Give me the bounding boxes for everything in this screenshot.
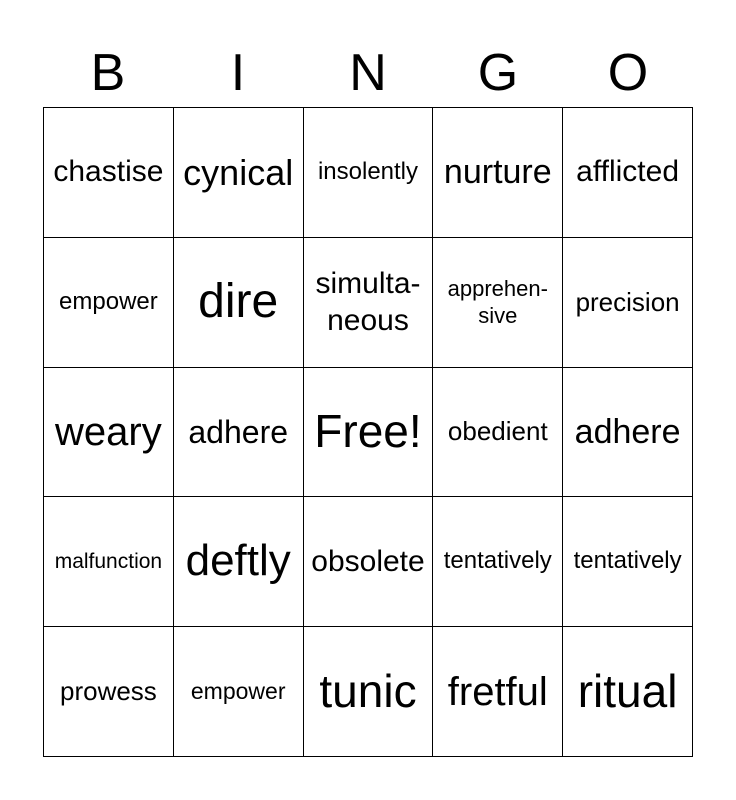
bingo-cell[interactable]: chastise — [44, 108, 174, 238]
bingo-cell[interactable]: adhere — [174, 368, 304, 498]
bingo-cell[interactable]: obedient — [433, 368, 563, 498]
bingo-cell[interactable]: cynical — [174, 108, 304, 238]
bingo-cell[interactable]: weary — [44, 368, 174, 498]
bingo-cell[interactable]: afflicted — [563, 108, 693, 238]
bingo-header — [43, 42, 693, 104]
bingo-cell[interactable]: apprehen- sive — [433, 238, 563, 368]
bingo-cell[interactable]: tentatively — [433, 497, 563, 627]
bingo-grid — [43, 107, 693, 757]
bingo-cell[interactable]: tentatively — [563, 497, 693, 627]
header-letter-g: G — [477, 44, 519, 102]
bingo-cell[interactable]: empower — [174, 627, 304, 757]
bingo-cell[interactable]: nurture — [433, 108, 563, 238]
bingo-cell[interactable]: adhere — [563, 368, 693, 498]
free-space-cell[interactable]: Free! — [304, 368, 434, 498]
bingo-cell[interactable]: prowess — [44, 627, 174, 757]
bingo-cell[interactable]: dire — [174, 238, 304, 368]
bingo-cell[interactable]: obsolete — [304, 497, 434, 627]
header-letter-n: N — [349, 44, 387, 102]
bingo-cell[interactable]: simulta- neous — [304, 238, 434, 368]
bingo-cell[interactable]: tunic — [304, 627, 434, 757]
bingo-cell[interactable]: malfunction — [44, 497, 174, 627]
bingo-cell[interactable]: fretful — [433, 627, 563, 757]
bingo-cell[interactable]: insolently — [304, 108, 434, 238]
bingo-cell[interactable]: precision — [563, 238, 693, 368]
header-letter-i: I — [230, 44, 246, 102]
bingo-cell[interactable]: ritual — [563, 627, 693, 757]
bingo-cell[interactable]: empower — [44, 238, 174, 368]
header-letter-b: B — [90, 44, 126, 102]
header-letter-o: O — [607, 44, 649, 102]
bingo-cell[interactable]: deftly — [174, 497, 304, 627]
